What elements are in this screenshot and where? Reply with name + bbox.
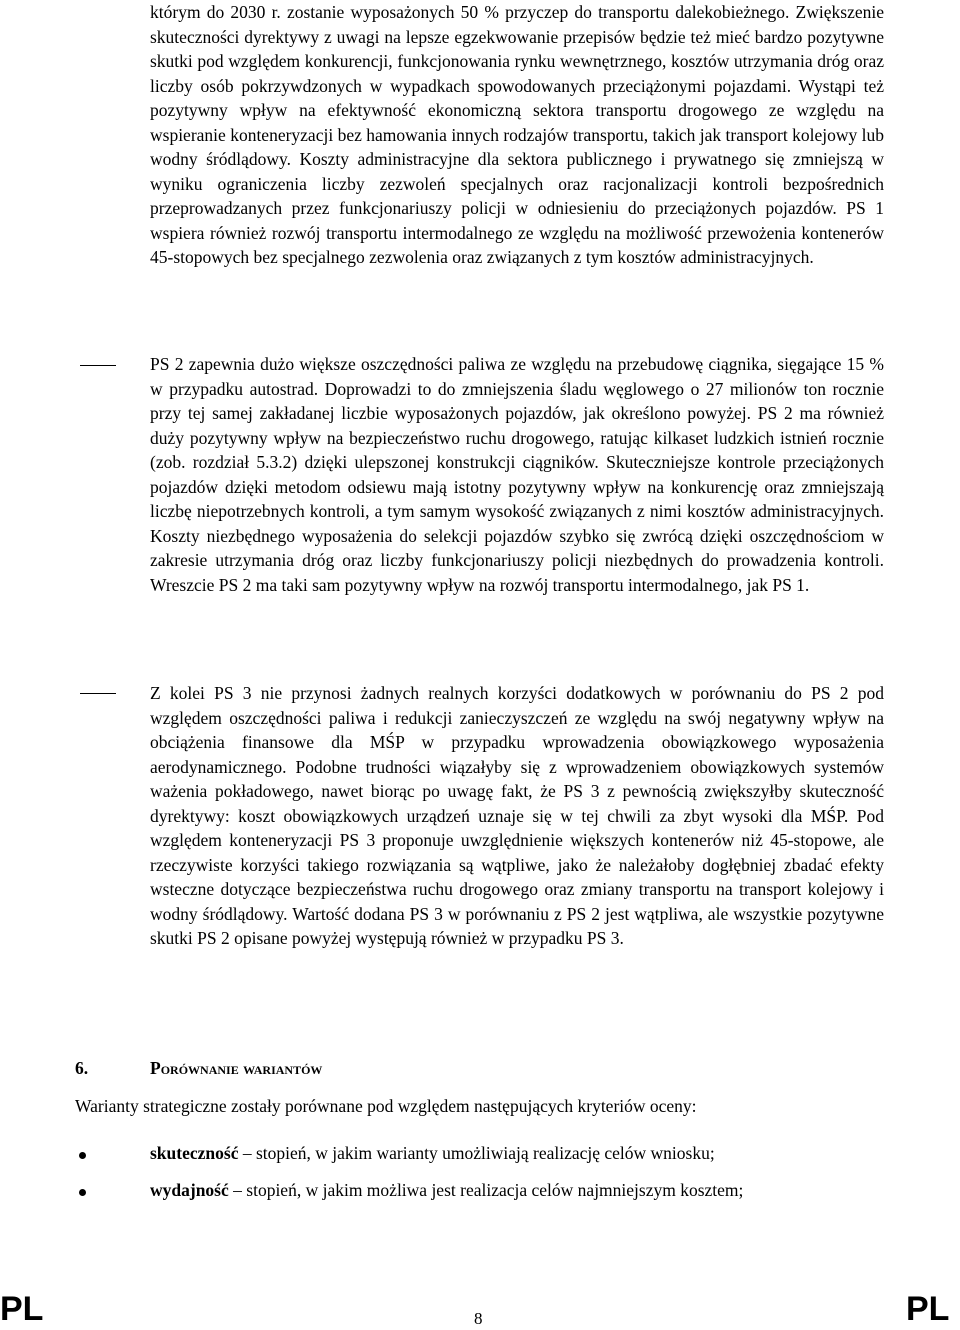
section-heading [75, 1058, 322, 1079]
body-paragraph-ps1: którym do 2030 r. zostanie wyposażonych 50 % przyczep do transportu dalekobieżnego. Zwiększenie skuteczności dyrektywy z uwagi na lepsze egzekwowanie przepisów będzie też mieć bardzo pozytywne skutki pod względem konkurencji, funkcjonowania rynku wewnętrznego, kosztów utrzymania dróg oraz liczby osób pokrzywdzonych w wypadkach spowodowanych przeciążonymi pojazdami. Wystąpi też pozytywny wpływ na efektywność ekonomiczną sektora transportu drogowego ze względu na wspieranie konteneryzacji bez hamowania innych rodzajów transportu, takich jak transport kolejowy lub wodny śródlądowy. Koszty administracyjne dla sektora publicznego i prywatnego się zmniejszą w wyniku ograniczenia liczby zezwoleń specjalnych oraz racjonalizacji kontroli bezpośrednich przeprowadzanych przez funkcjonariuszy policji w odniesieniu do przeciążonych pojazdów. PS 1 wspiera również rozwój transportu intermodalnego ze względu na możliwość przewożenia kontenerów 45-stopowych bez specjalnego zezwolenia oraz związanych z tym kosztów administracyjnych. [150, 2, 884, 267]
bullet-dot-icon [79, 1189, 86, 1196]
section-number: 6. [75, 1058, 89, 1078]
criterion-description: – stopień, w jakim możliwa jest realizacja celów najmniejszym kosztem; [228, 1180, 744, 1200]
dash-bullet-ps3 [80, 693, 116, 694]
footer-language-right: PL [906, 1290, 950, 1328]
body-paragraph-ps3: Z kolei PS 3 nie przynosi żadnych realnych korzyści dodatkowych w porównaniu do PS 2 pod względem oszczędności paliwa i redukcji zanieczyszczeń ze względu na swój negatywny wpływ na obciążenia finansowe dla MŚP w przypadku wprowadzenia obowiązkowego wyposażenia aerodynamicznego. Podobne trudności wiązałyby się z wprowadzeniem obowiązkowych systemów ważenia pokładowego, nawet biorąc po uwagę fakt, że PS 3 z pewnością zwiększyłby skuteczność dyrektywy: koszt obowiązkowych urządzeń uznaje się w tej chwili za zbyt wysoki dla MŚP. Pod względem konteneryzacji PS 3 proponuje uwzględnienie większych kontenerów niż 45-stopowe, ale rzeczywiste korzyści takiego rozwiązania są wątpliwe, jako że należałoby dogłębniej zbadać efekty wsteczne dotyczące bezpieczeństwa ruchu drogowego oraz zmiany transportu na transport kolejowy i wodny śródlądowy. Wartość dodana PS 3 w porównaniu z PS 2 jest wątpliwa, ale wszystkie pozytywne skutki PS 2 opisane powyżej występują również w przypadku PS 3. [150, 683, 884, 948]
criteria-intro: Warianty strategiczne zostały porównane pod względem następujących kryteriów oceny: [75, 1096, 697, 1116]
criterion-description: – stopień, w jakim warianty umożliwiają realizację celów wniosku; [238, 1143, 715, 1163]
criterion-term: skuteczność [150, 1143, 239, 1163]
dash-bullet-ps2 [80, 365, 116, 366]
page-number: 8 [474, 1309, 483, 1328]
footer-language-left: PL [0, 1290, 44, 1328]
body-paragraph-ps2: PS 2 zapewnia dużo większe oszczędności paliwa ze względu na przebudowę ciągnika, sięgające 15 % w przypadku autostrad. Doprowadzi to do zmniejszenia śladu węglowego o 27 milionów ton rocznie przy tej samej zakładanej liczbie wyposażonych pojazdów, jak określono powyżej. PS 2 ma również duży pozytywny wpływ na bezpieczeństwo ruchu drogowego, ratując kilkaset ludzkich istnień rocznie (zob. rozdział 5.3.2) dzięki ulepszonej konstrukcji ciągników. Skuteczniejsze kontrole przeciążonych pojazdów dzięki metodom odsiewu mają istotny pozytywny wpływ na konkurencję oraz zmniejszają liczbę niepotrzebnych kontroli, a tym samym wysokość związanych z nimi kosztów administracyjnych. Koszty niezbędnego wyposażenia do selekcji pojazdów szybko się zwrócą dzięki oszczędnościom w zakresie utrzymania dróg oraz liczby funkcjonariuszy policji niezbędnych do prowadzenia kontroli. Wreszcie PS 2 ma taki sam pozytywny wpływ na rozwój transportu intermodalnego, jak PS 1. [150, 354, 884, 595]
criterion-term: wydajność [150, 1180, 229, 1200]
bullet-dot-icon [79, 1152, 86, 1159]
section-title: Porównanie wariantów [150, 1058, 323, 1078]
